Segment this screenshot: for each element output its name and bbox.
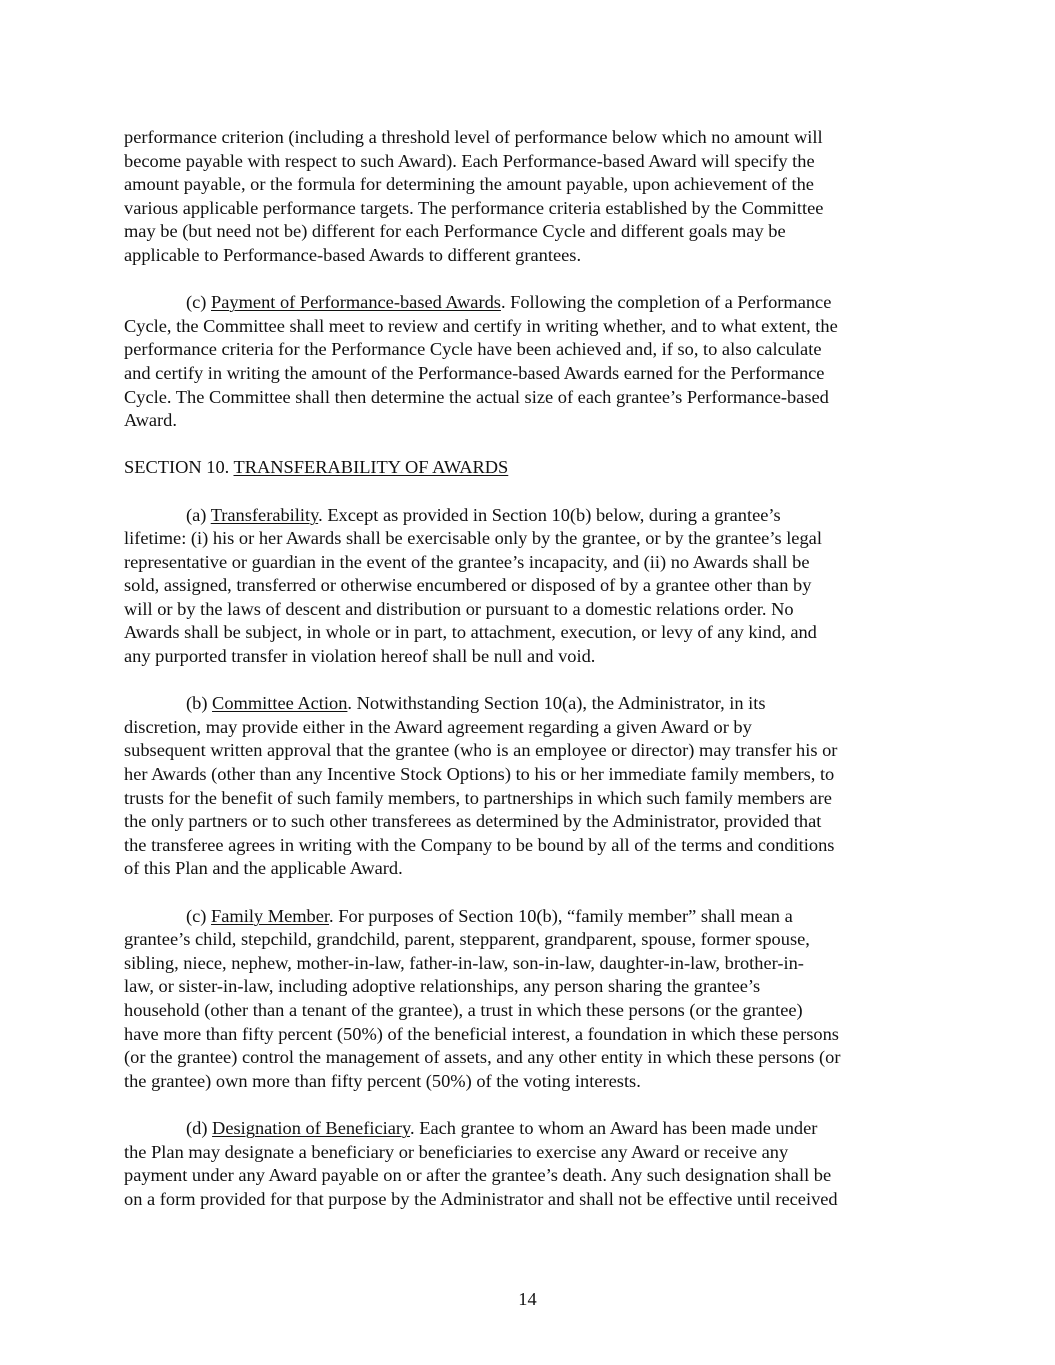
clause-text: . Notwithstanding Section 10(a), the Administrator, in its	[347, 693, 766, 714]
text-line: (or the grantee) control the management of assets, and any other entity in which these persons (or	[124, 1047, 841, 1068]
clause-text: . Following the completion of a Performance	[500, 292, 832, 313]
text-line: Awards shall be subject, in whole or in part, to attachment, execution, or levy of any kind, and	[124, 622, 817, 643]
clause-heading-committee-action: Committee Action	[212, 693, 348, 714]
text-line: the transferee agrees in writing with the Company to be bound by all of the terms and conditions	[124, 834, 835, 855]
text-line: any purported transfer in violation hereof shall be null and void.	[124, 646, 596, 667]
clause-prefix: (c)	[186, 292, 212, 313]
text-line: sold, assigned, transferred or otherwise encumbered or disposed of by a grantee other than by	[124, 575, 812, 596]
text-line: trusts for the benefit of such family members, to partnerships in which such family members are	[124, 787, 832, 808]
text-line-first	[124, 692, 932, 716]
text-line: sibling, niece, nephew, mother-in-law, father-in-law, son-in-law, daughter-in-law, brother-in-	[124, 952, 804, 973]
text-line: discretion, may provide either in the Award agreement regarding a given Award or by	[124, 716, 752, 737]
paragraph-committee-action	[124, 692, 932, 881]
clause-text: . For purposes of Section 10(b), “family member” shall mean a	[329, 905, 793, 926]
text-line: payment under any Award payable on or after the grantee’s death. Any such designation shall be	[124, 1165, 832, 1186]
text-line: become payable with respect to such Award). Each Performance-based Award will specify the	[124, 150, 815, 171]
text-line: her Awards (other than any Incentive Stock Options) to his or her immediate family members, to	[124, 764, 835, 785]
text-line: on a form provided for that purpose by the Administrator and shall not be effective until received	[124, 1188, 838, 1209]
clause-text: . Each grantee to whom an Award has been made under	[410, 1117, 818, 1138]
text-line: the only partners or to such other transferees as determined by the Administrator, provided that	[124, 811, 822, 832]
text-line: subsequent written approval that the grantee (who is an employee or director) may transfer his or	[124, 740, 838, 761]
text-line: Cycle. The Committee shall then determine the actual size of each grantee’s Performance-based	[124, 386, 829, 407]
text-line: Award.	[124, 410, 177, 431]
section-title: TRANSFERABILITY OF AWARDS	[233, 457, 509, 478]
text-line: representative or guardian in the event of the grantee’s incapacity, and (ii) no Awards shall be	[124, 551, 810, 572]
clause-heading-designation: Designation of Beneficiary	[212, 1117, 411, 1138]
text-line-first	[124, 504, 932, 528]
text-line: law, or sister-in-law, including adoptive relationships, any person sharing the grantee’s	[124, 976, 761, 997]
clause-prefix: (c)	[186, 905, 212, 926]
paragraph-designation-of-beneficiary	[124, 1117, 932, 1211]
text-line: lifetime: (i) his or her Awards shall be exercisable only by the grantee, or by the grantee’s legal	[124, 528, 822, 549]
clause-heading-family-member: Family Member	[211, 905, 330, 926]
section-number: SECTION 10.	[124, 457, 234, 478]
text-line: various applicable performance targets. The performance criteria established by the Committee	[124, 197, 824, 218]
paragraph-transferability	[124, 504, 932, 669]
text-line: may be (but need not be) different for each Performance Cycle and different goals may be	[124, 221, 786, 242]
clause-heading-transferability: Transferability	[210, 504, 319, 525]
text-line: the grantee) own more than fifty percent (50%) of the voting interests.	[124, 1070, 641, 1091]
text-line: the Plan may designate a beneficiary or beneficiaries to exercise any Award or receive any	[124, 1141, 789, 1162]
text-line: applicable to Performance-based Awards to different grantees.	[124, 244, 582, 265]
clause-text: . Except as provided in Section 10(b) below, during a grantee’s	[318, 504, 781, 525]
text-line: will or by the laws of descent and distribution or pursuant to a domestic relations order. No	[124, 598, 794, 619]
text-line: Cycle, the Committee shall meet to review and certify in writing whether, and to what extent, the	[124, 315, 838, 336]
clause-prefix: (d)	[186, 1117, 213, 1138]
text-line-first	[124, 1117, 932, 1141]
paragraph-family-member	[124, 905, 932, 1094]
text-line: performance criterion (including a threshold level of performance below which no amount will	[124, 127, 823, 147]
clause-heading-payment: Payment of Performance-based Awards	[211, 292, 501, 313]
text-line: and certify in writing the amount of the Performance-based Awards earned for the Performance	[124, 362, 825, 383]
text-line: amount payable, or the formula for determining the amount payable, upon achievement of the	[124, 174, 814, 195]
text-line: have more than fifty percent (50%) of the beneficial interest, a foundation in which these persons	[124, 1023, 839, 1044]
text-line: household (other than a tenant of the grantee), a trust in which these persons (or the grantee)	[124, 999, 803, 1020]
text-line: of this Plan and the applicable Award.	[124, 858, 403, 879]
page-number: 14	[518, 1289, 537, 1309]
paragraph-payment-of-awards	[124, 291, 932, 433]
document-page	[124, 126, 932, 1235]
clause-prefix: (b)	[186, 693, 213, 714]
text-line: performance criteria for the Performance Cycle have been achieved and, if so, to also calculate	[124, 339, 822, 360]
text-line: grantee’s child, stepchild, grandchild, parent, stepparent, grandparent, spouse, former spouse,	[124, 929, 810, 950]
paragraph-performance-criterion-continued	[124, 126, 932, 268]
text-line-first	[124, 905, 932, 929]
section-heading-line	[124, 456, 932, 480]
clause-prefix: (a)	[186, 504, 211, 525]
text-line-first	[124, 291, 932, 315]
section-heading	[124, 456, 932, 480]
